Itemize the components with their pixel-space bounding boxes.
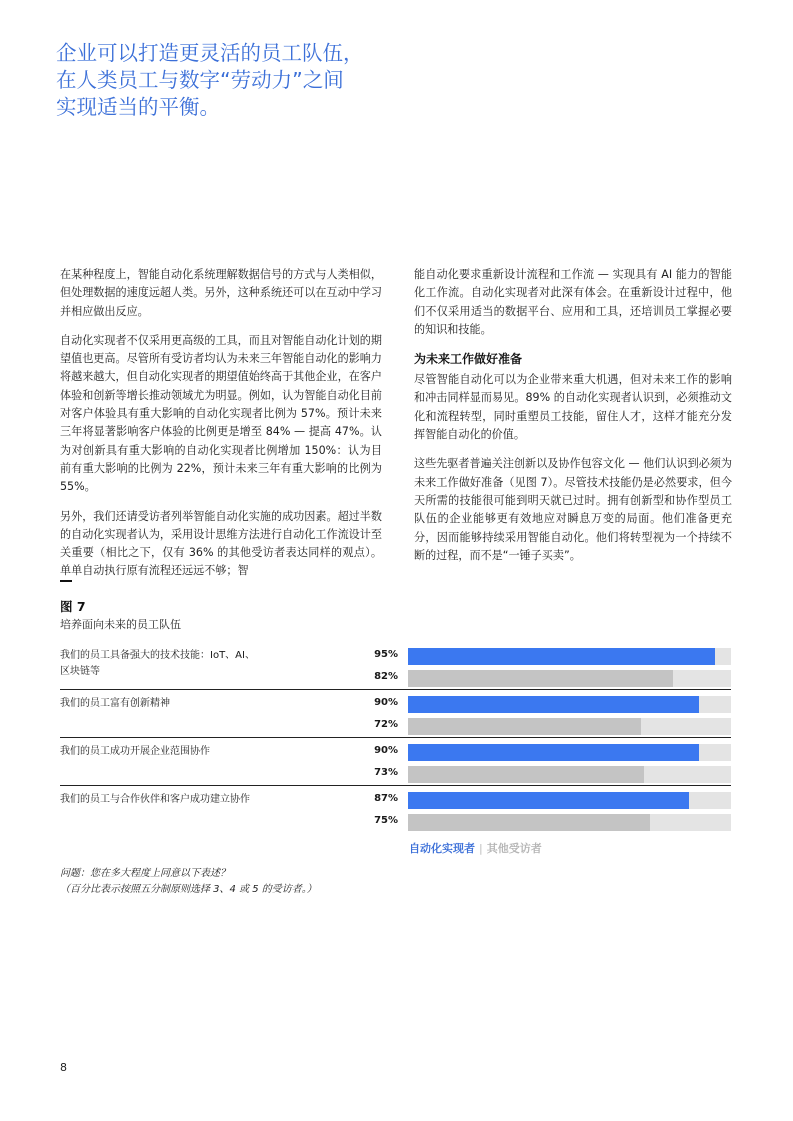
page-title — [56, 40, 476, 121]
bar-track — [408, 670, 731, 687]
bar-automation — [408, 648, 715, 665]
note-line: （百分比表示按照五分制原则选择 3、4 或 5 的受访者。） — [60, 884, 317, 895]
value-label: 75% — [374, 815, 398, 826]
category-label-line: 区块链等 — [60, 666, 100, 677]
bar-others — [408, 718, 641, 735]
legend-series-others: 其他受访者 — [486, 842, 542, 855]
category-label-line: 我们的员工具备强大的技术技能：IoT、AI、 — [60, 650, 255, 661]
value-label: 87% — [374, 793, 398, 804]
row-separator — [60, 785, 731, 786]
bar-track — [408, 766, 731, 783]
section-heading: 为未来工作做好准备 — [414, 352, 523, 367]
paragraph: 另外，我们还请受访者列举智能自动化实施的成功因素。超过半数的自动化实现者认为，采用设计思维方法进行自动化工作流设计至关重要（相比之下，仅有 36% 的其他受访者表达同样的观点）。单单自动执行原有流程还远远不够；智 — [60, 509, 382, 578]
bar-track — [408, 696, 731, 713]
paragraph: 能自动化要求重新设计流程和工作流 — 实现具有 AI 能力的智能化工作流。自动化实现者对此深有体会。在重新设计过程中，他们不仅采用适当的数据平台、应用和工具，还培训员工掌握必要的知识和技能。 — [414, 268, 732, 336]
paragraph: 尽管智能自动化可以为企业带来重大机遇，但对未来工作的影响和冲击同样显而易见。89% 的自动化实现者认识到，必须推动文化和流程转型，同时重塑员工技能，留住人才，这样才能充分发挥智能自动化的价值。 — [414, 373, 732, 442]
category-label-line: 我们的员工成功开展企业范围协作 — [60, 746, 210, 757]
value-label: 95% — [374, 649, 398, 660]
title-line: 在人类员工与数字“劳动力”之间 — [56, 68, 344, 92]
title-line: 实现适当的平衡。 — [56, 95, 220, 119]
bar-others — [408, 814, 650, 831]
bar-track — [408, 718, 731, 735]
category-label-line: 我们的员工与合作伙伴和客户成功建立协作 — [60, 794, 250, 805]
paragraph: 自动化实现者不仅采用更高级的工具，而且对智能自动化计划的期望值也更高。尽管所有受访者均认为未来三年智能自动化的影响力将越来越大，但自动化实现者的期望值始终高于其他企业，在客户体验和创新等增长推动领域尤为明显。例如，认为智能自动化目前对客户体验具有重大影响的自动化实现者比例为 57%。预计未来三年将显著影响客户体验的比例更是增至 84% — 提高 47%。认为对创新具有重大影响的自动化实现者比例增加 150%：认为目前有重大影响的比例为 22%，预计未来三年有重大影响的比例为 55%。 — [60, 333, 382, 494]
bar-track — [408, 744, 731, 761]
bar-others — [408, 766, 644, 783]
legend-series-automation: 自动化实现者 — [409, 842, 475, 855]
page-number: 8 — [60, 1061, 67, 1074]
category-label — [60, 792, 300, 808]
bar-automation — [408, 696, 699, 713]
note-line: 问题：您在多大程度上同意以下表述？ — [60, 868, 230, 879]
right-column — [414, 266, 732, 576]
bar-others — [408, 670, 673, 687]
figure-label: 图 7 — [60, 599, 86, 614]
value-label: 90% — [374, 697, 398, 708]
bar-automation — [408, 744, 699, 761]
bar-track — [408, 814, 731, 831]
paragraph: 这些先驱者普遍关注创新以及协作包容文化 — 他们认识到必须为未来工作做好准备（见图 7）。尽管技术技能仍是必然要求，但今天所需的技能很可能到明天就已过时。拥有创新型和协作型员工队伍的企业能够更有效地应对瞬息万变的局面。他们准备更充分，因而能够持续采用智能自动化。他们将转型视为一个持续不断的过程，而不是“一锤子买卖”。 — [414, 457, 732, 562]
bar-automation — [408, 792, 689, 809]
figure-title: 培养面向未来的员工队伍 — [60, 618, 181, 631]
title-line: 企业可以打造更灵活的员工队伍， — [56, 41, 364, 65]
value-label: 82% — [374, 671, 398, 682]
left-column — [60, 266, 382, 592]
chart-legend — [409, 840, 542, 856]
value-label: 72% — [374, 719, 398, 730]
paragraph: 在某种程度上，智能自动化系统理解数据信号的方式与人类相似，但处理数据的速度远超人类。另外，这种系统还可以在互动中学习并相应做出反应。 — [60, 268, 382, 318]
bar-track — [408, 792, 731, 809]
row-separator — [60, 689, 731, 690]
legend-separator: | — [479, 842, 483, 855]
section-divider — [60, 580, 72, 582]
category-label — [60, 696, 300, 712]
row-separator — [60, 737, 731, 738]
value-label: 90% — [374, 745, 398, 756]
value-label: 73% — [374, 767, 398, 778]
bar-chart — [60, 644, 731, 834]
category-label-line: 我们的员工富有创新精神 — [60, 698, 170, 709]
category-label — [60, 744, 300, 760]
category-label — [60, 648, 300, 680]
bar-track — [408, 648, 731, 665]
figure-note — [60, 866, 317, 898]
